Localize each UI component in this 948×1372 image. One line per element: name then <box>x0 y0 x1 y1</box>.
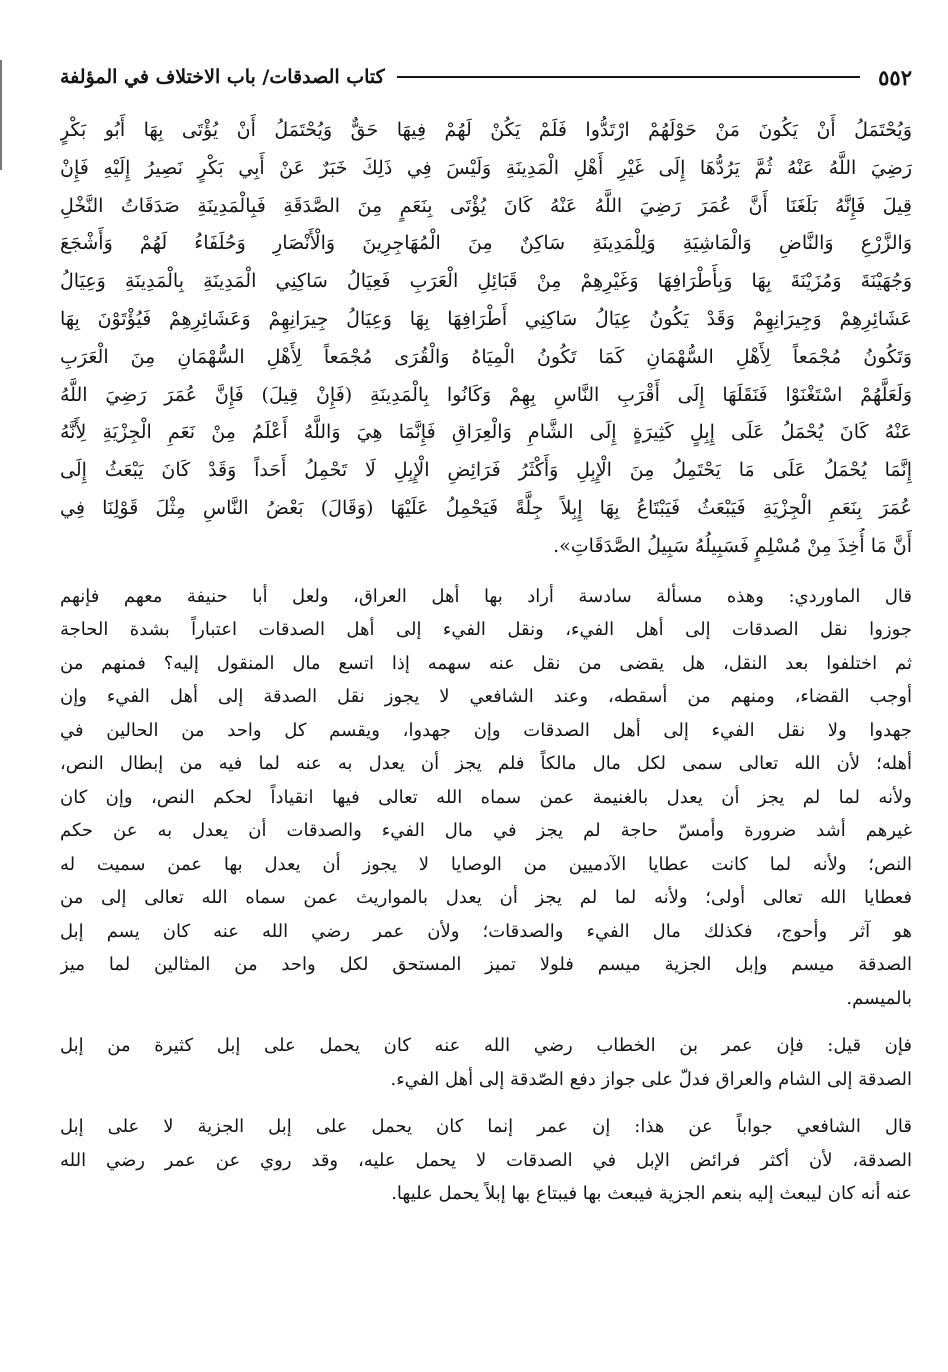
text-line: هو آثر وأحوج، فكذلك مال الفيء والصدقات؛ ولأن عمر رضي الله عنه كان يسم إبل <box>60 920 912 942</box>
text-line: فإن قيل: فإن عمر بن الخطاب رضي الله عنه كان يحمل على إبل كثيرة من إبل <box>60 1035 912 1057</box>
text-line: ثم اختلفوا بعد النقل، هل يقضى من نقل عنه سهمه إذا اتسع مال المنقول إليه؟ فمنهم من <box>60 652 912 674</box>
text-line: وَالزَّرْعِ وَالنَّاضِ وَالْمَاشِيَةِ وَلِلْمَدِينَةِ سَاكِنٌ مِنَ الْمُهَاجِرِينَ وَالْأَنْصَارِ وَحُلَفَاءُ لَهُمْ وَأَشْجَعَ <box>60 232 912 255</box>
scan-edge-mark <box>0 60 2 170</box>
text-line: الصدقة ميسم وإبل الجزية ميسم فلولا تميز المستحق لكل واحد من المثالين لما ميز <box>60 954 912 976</box>
text-line: قِيلَ فَإِنَّهُ بَلَغَنَا أَنَّ عُمَرَ رَضِيَ اللَّهُ عَنْهُ كَانَ يُؤْتَى بِنَعَمٍ مِنَ الصَّدَقَةِ فَبِالْمَدِينَةِ صَدَقَاتُ النَّخْلِ <box>60 194 912 217</box>
commentary-paragraph <box>60 1110 912 1211</box>
text-line: أوجب القضاء، ومنهم من أسقطه، وعند الشافعي لا يجوز نقل الصدقة إلى أهل الفيء وإن <box>60 686 912 708</box>
text-line: فعطايا الله تعالى أولى؛ ولأنه لما لم يجز أن يعدل بالمواريث عمن سماه الله تعالى إلى من <box>60 887 912 909</box>
text-line: جهدوا ولا نقل الفيء إلى أهل الصدقات وإن جهدوا، ويقسم كل واحد من الحالين في <box>60 719 912 741</box>
text-line: قال الماوردي: وهذه مسألة سادسة أراد بها أهل العراق، ولعل أبا حنيفة معهم فإنهم <box>60 585 912 607</box>
text-line: عَشَائِرِهِمْ وَجِيرَانِهِمْ وَقَدْ يَكُونُ عِيَالُ سَاكِنِي أَطْرَافِهَا بِهَا وَعِيَالُ جِيرَانِهِمْ وَعَشَائِرِهِمْ فَيُؤْتَوْنَ بِهَا <box>60 307 912 330</box>
running-header <box>60 60 912 94</box>
text-line: عُمَرَ بِنَعَمِ الْجِزْيَةِ فَيَبْعَثُ فَيَبْتَاعُ بِهَا إِبِلاً جِلَّةً فَيَحْمِلُ عَلَيْهَا (وَقَالَ) بَعْضُ النَّاسِ مِثْلَ قَوْلِنَا فِي <box>60 496 912 519</box>
text-line: النص؛ ولأنه لما كانت عطايا الآدميين من الوصايا لا يجوز أن يعدل بها عمن سميت له <box>60 853 912 875</box>
text-line: قال الشافعي جواباً عن هذا: إن عمر إنما كان يحمل على إبل الجزية لا على إبل <box>60 1116 912 1138</box>
page-body <box>60 112 912 1332</box>
text-line: وَلَعَلَّهُمْ اسْتَغْنَوْا فَنَقَلَهَا إِلَى أَقْرَبِ النَّاسِ بِهِمْ وَكَانُوا بِالْمَدِينَةِ (فَإِنْ قِيلَ) فَإِنَّ عُمَرَ رَضِيَ اللَّهُ <box>60 383 912 406</box>
text-line: أَنَّ مَا أُخِذَ مِنْ مُسْلِمٍ فَسَبِيلُهُ سَبِيلُ الصَّدَقَاتِ». <box>553 534 912 557</box>
text-line: وَجُهَيْنَةَ وَمُزَيْنَةَ بِهَا وَبِأَطْرَافِهَا وَغَيْرِهِمْ مِنْ قَبَائِلِ الْعَرَبِ فَعِيَالُ سَاكِنِي الْمَدِينَةِ بِالْمَدِينَةِ وَعِيَالُ <box>60 270 912 293</box>
text-line: وَتَكُونُ مُجْمَعاً لِأَهْلِ السُّهْمَانِ كَمَا تَكُونُ الْمِيَاهُ وَالْقُرَى مُجْمَعاً لِأَهْلِ السُّهْمَانِ مِنَ الْعَرَبِ <box>60 345 912 368</box>
text-line: عنه أنه كان ليبعث إليه بنعم الجزية فيبعث بها فيبتاع بها إبلاً يحمل عليها. <box>391 1183 912 1205</box>
text-line: إِنَّمَا يُحْمَلُ عَلَى مَا يَحْتَمِلُ مِنَ الْإِبِلِ وَأَكْثَرُ فَرَائِضِ الْإِبِلِ لَا تَحْمِلُ أَحَداً وَقَدْ كَانَ يَبْعَثُ إِلَى <box>60 459 912 482</box>
commentary-paragraph <box>60 1029 912 1096</box>
text-line: رَضِيَ اللَّهُ عَنْهُ ثُمَّ يَرُدُّهَا إِلَى غَيْرِ أَهْلِ الْمَدِينَةِ وَلَيْسَ فِي ذَلِكَ خَبَرٌ عَنْ أَبِي بَكْرٍ نَصِيرُ إِلَيْهِ فَإِنْ <box>60 156 912 179</box>
quoted-text <box>60 112 912 566</box>
text-line: وَيُحْتَمَلُ أَنْ يَكُونَ مَنْ حَوْلَهُمْ ارْتَدُّوا فَلَمْ يَكُنْ لَهُمْ فِيهَا حَقٌّ وَيُحْتَمَلُ أَنْ يُؤْتَى بِهَا أَبُو بَكْرٍ <box>60 119 912 141</box>
commentary-paragraph <box>60 580 912 1016</box>
running-title: كتاب الصدقات/ باب الاختلاف في المؤلفة <box>60 66 385 88</box>
text-line: جوزوا نقل الصدقات إلى أهل الفيء، ونقل الفيء إلى أهل الصدقات اعتباراً بشدة الحاجة <box>60 619 912 641</box>
text-line: عَنْهُ كَانَ يُحْمَلُ عَلَى إِبِلٍ كَثِيرَةٍ إِلَى الشَّامِ وَالْعِرَاقِ فَإِنَّمَا هِيَ وَاللَّهُ أَعْلَمُ مِنْ نَعَمِ الْجِزْيَةِ لِأَنَّهُ <box>60 421 912 444</box>
text-line: الصدقة إلى الشام والعراق فدلّ على جواز دفع الصّدقة إلى أهل الفيء. <box>390 1068 912 1090</box>
text-line: الصدقة، لأن أكثر فرائض الإبل في الصدقات لا يحمل عليه، وقد روي عن عمر رضي الله <box>60 1149 912 1171</box>
text-line: بالميسم. <box>846 987 912 1009</box>
page-number: ٥٥٢ <box>878 64 912 90</box>
text-line: أهله؛ لأن الله تعالى سمى لكل مال مالكاً فلم يجز أن يعدل به عنه لما فيه من إبطال النص، <box>60 753 912 775</box>
text-line: ولأنه لما لم يجز أن يعدل بالغنيمة عمن سماه الله تعالى فيها انقياداً لحكم النص، وإن كان <box>60 786 912 808</box>
header-rule <box>397 76 860 78</box>
text-line: غيرهم أشد ضرورة وأمسّ حاجة لم يجز في مال الفيء والصدقات أن يعدل به عن حكم <box>60 820 912 842</box>
